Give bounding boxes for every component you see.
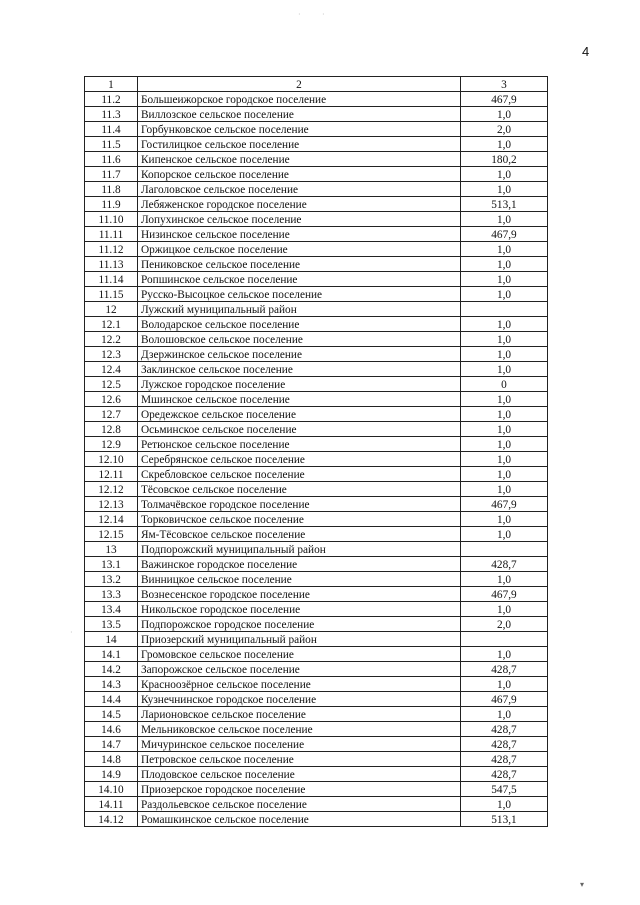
table-row (85, 587, 548, 602)
row-number: 14.1 (85, 647, 138, 662)
table-row (85, 812, 548, 827)
row-number: 12.8 (85, 422, 138, 437)
settlement-name: Ям-Тёсовское сельское поселение (138, 527, 461, 542)
settlement-name: Никольское городское поселение (138, 602, 461, 617)
row-number: 13.4 (85, 602, 138, 617)
settlement-value: 1,0 (461, 392, 548, 407)
row-number: 14.7 (85, 737, 138, 752)
row-number: 12.5 (85, 377, 138, 392)
table-row (85, 182, 548, 197)
table-row (85, 617, 548, 632)
settlement-name: Приозерский муниципальный район (138, 632, 461, 647)
settlement-value: 1,0 (461, 527, 548, 542)
table-row (85, 407, 548, 422)
row-number: 13.5 (85, 617, 138, 632)
settlement-name: Заклинское сельское поселение (138, 362, 461, 377)
settlement-name: Гостилицкое сельское поселение (138, 137, 461, 152)
table-row (85, 317, 548, 332)
settlement-name: Толмачёвское городское поселение (138, 497, 461, 512)
row-number: 11.6 (85, 152, 138, 167)
table-row (85, 272, 548, 287)
table-row (85, 257, 548, 272)
settlement-value: 1,0 (461, 107, 548, 122)
table-row (85, 632, 548, 647)
settlement-name: Скребловское сельское поселение (138, 467, 461, 482)
table-row (85, 602, 548, 617)
settlement-name: Ропшинское сельское поселение (138, 272, 461, 287)
settlement-value: 1,0 (461, 182, 548, 197)
settlement-name: Лаголовское сельское поселение (138, 182, 461, 197)
settlement-name: Торковичское сельское поселение (138, 512, 461, 527)
row-number: 14.2 (85, 662, 138, 677)
settlement-name: Ромашкинское сельское поселение (138, 812, 461, 827)
settlement-name: Кузнечнинское городское поселение (138, 692, 461, 707)
row-number: 14.4 (85, 692, 138, 707)
settlement-value: 428,7 (461, 557, 548, 572)
table-row (85, 692, 548, 707)
row-number: 11.7 (85, 167, 138, 182)
settlement-value: 2,0 (461, 617, 548, 632)
row-number: 11.15 (85, 287, 138, 302)
row-number: 11.12 (85, 242, 138, 257)
settlement-name: Володарское сельское поселение (138, 317, 461, 332)
settlement-name: Мшинское сельское поселение (138, 392, 461, 407)
header-col-2: 2 (138, 77, 461, 92)
table-row (85, 572, 548, 587)
table-row (85, 377, 548, 392)
row-number: 13.3 (85, 587, 138, 602)
settlement-value: 2,0 (461, 122, 548, 137)
row-number: 11.9 (85, 197, 138, 212)
row-number: 12.14 (85, 512, 138, 527)
table-row (85, 152, 548, 167)
settlement-value: 467,9 (461, 692, 548, 707)
row-number: 11.10 (85, 212, 138, 227)
settlement-name: Лопухинское сельское поселение (138, 212, 461, 227)
row-number: 14 (85, 632, 138, 647)
table-row (85, 497, 548, 512)
settlement-name: Раздольевское сельское поселение (138, 797, 461, 812)
settlement-value: 1,0 (461, 602, 548, 617)
table-row (85, 782, 548, 797)
settlement-name: Копорское сельское поселение (138, 167, 461, 182)
settlement-value: 1,0 (461, 347, 548, 362)
settlement-value (461, 542, 548, 557)
row-number: 12.11 (85, 467, 138, 482)
settlement-value: 1,0 (461, 452, 548, 467)
settlement-name: Лебяженское городское поселение (138, 197, 461, 212)
settlement-value: 1,0 (461, 572, 548, 587)
settlement-name: Волошовское сельское поселение (138, 332, 461, 347)
row-number: 13.1 (85, 557, 138, 572)
settlement-value: 1,0 (461, 512, 548, 527)
table-row (85, 482, 548, 497)
row-number: 12.13 (85, 497, 138, 512)
table-row (85, 707, 548, 722)
table-row (85, 302, 548, 317)
settlement-value: 467,9 (461, 587, 548, 602)
row-number: 12.6 (85, 392, 138, 407)
settlement-name: Запорожское сельское поселение (138, 662, 461, 677)
settlement-name: Ларионовское сельское поселение (138, 707, 461, 722)
settlement-value: 1,0 (461, 467, 548, 482)
table-row (85, 137, 548, 152)
row-number: 13 (85, 542, 138, 557)
settlement-value: 467,9 (461, 92, 548, 107)
settlement-value: 1,0 (461, 317, 548, 332)
settlement-value: 467,9 (461, 227, 548, 242)
settlement-value: 467,9 (461, 497, 548, 512)
row-number: 12.7 (85, 407, 138, 422)
settlement-value: 1,0 (461, 677, 548, 692)
table-row (85, 437, 548, 452)
settlement-name: Осьминское сельское поселение (138, 422, 461, 437)
row-number: 14.3 (85, 677, 138, 692)
row-number: 14.8 (85, 752, 138, 767)
row-number: 13.2 (85, 572, 138, 587)
settlement-name: Виллозское сельское поселение (138, 107, 461, 122)
settlement-name: Громовское сельское поселение (138, 647, 461, 662)
header-col-3: 3 (461, 77, 548, 92)
table-row (85, 197, 548, 212)
settlement-value: 1,0 (461, 482, 548, 497)
row-number: 14.6 (85, 722, 138, 737)
table-row (85, 767, 548, 782)
table-row (85, 752, 548, 767)
settlement-name: Красноозёрное сельское поселение (138, 677, 461, 692)
settlement-value: 547,5 (461, 782, 548, 797)
settlement-value: 1,0 (461, 257, 548, 272)
row-number: 11.14 (85, 272, 138, 287)
row-number: 14.11 (85, 797, 138, 812)
settlement-value: 0 (461, 377, 548, 392)
row-number: 12.1 (85, 317, 138, 332)
settlement-value: 428,7 (461, 767, 548, 782)
settlement-value: 1,0 (461, 422, 548, 437)
table-row (85, 242, 548, 257)
table-row (85, 167, 548, 182)
page-number: 4 (582, 44, 590, 59)
settlement-value: 1,0 (461, 167, 548, 182)
settlement-name: Тёсовское сельское поселение (138, 482, 461, 497)
settlement-name: Плодовское сельское поселение (138, 767, 461, 782)
table-row (85, 557, 548, 572)
settlement-value (461, 632, 548, 647)
settlement-name: Русско-Высоцкое сельское поселение (138, 287, 461, 302)
table-row (85, 722, 548, 737)
settlement-name: Петровское сельское поселение (138, 752, 461, 767)
table-row (85, 92, 548, 107)
settlement-value: 428,7 (461, 752, 548, 767)
settlement-value: 428,7 (461, 737, 548, 752)
settlement-name: Мичуринское сельское поселение (138, 737, 461, 752)
settlement-value: 1,0 (461, 212, 548, 227)
row-number: 12.12 (85, 482, 138, 497)
table-row (85, 647, 548, 662)
row-number: 14.9 (85, 767, 138, 782)
settlement-value: 180,2 (461, 152, 548, 167)
table-row (85, 287, 548, 302)
row-number: 14.12 (85, 812, 138, 827)
table-row (85, 512, 548, 527)
table-row (85, 677, 548, 692)
settlement-value: 1,0 (461, 407, 548, 422)
row-number: 14.5 (85, 707, 138, 722)
settlement-value: 1,0 (461, 287, 548, 302)
settlement-value (461, 302, 548, 317)
settlement-name: Лужское городское поселение (138, 377, 461, 392)
settlement-value: 1,0 (461, 707, 548, 722)
row-number: 11.11 (85, 227, 138, 242)
table-row (85, 737, 548, 752)
table-row (85, 422, 548, 437)
row-number: 11.2 (85, 92, 138, 107)
row-number: 12.9 (85, 437, 138, 452)
settlement-value: 513,1 (461, 197, 548, 212)
settlement-value: 428,7 (461, 722, 548, 737)
row-number: 12 (85, 302, 138, 317)
settlement-value: 1,0 (461, 437, 548, 452)
settlement-name: Горбунковское сельское поселение (138, 122, 461, 137)
settlement-value: 1,0 (461, 272, 548, 287)
table-row (85, 107, 548, 122)
settlement-value: 1,0 (461, 137, 548, 152)
settlement-name: Вознесенское городское поселение (138, 587, 461, 602)
settlement-value: 1,0 (461, 242, 548, 257)
row-number: 12.3 (85, 347, 138, 362)
row-number: 12.4 (85, 362, 138, 377)
settlement-name: Большеижорское городское поселение (138, 92, 461, 107)
table-row (85, 227, 548, 242)
settlement-name: Пениковское сельское поселение (138, 257, 461, 272)
row-number: 12.15 (85, 527, 138, 542)
row-number: 12.2 (85, 332, 138, 347)
table-row (85, 392, 548, 407)
settlement-name: Оредежское сельское поселение (138, 407, 461, 422)
table-row (85, 122, 548, 137)
table-row (85, 542, 548, 557)
settlement-name: Мельниковское сельское поселение (138, 722, 461, 737)
row-number: 12.10 (85, 452, 138, 467)
settlement-name: Дзержинское сельское поселение (138, 347, 461, 362)
table-row (85, 452, 548, 467)
table-row (85, 797, 548, 812)
settlement-value: 513,1 (461, 812, 548, 827)
row-number: 11.13 (85, 257, 138, 272)
header-col-1: 1 (85, 77, 138, 92)
row-number: 11.8 (85, 182, 138, 197)
settlement-value: 1,0 (461, 797, 548, 812)
settlement-name: Подпорожское городское поселение (138, 617, 461, 632)
settlement-name: Ретюнское сельское поселение (138, 437, 461, 452)
settlement-name: Приозерское городское поселение (138, 782, 461, 797)
settlement-name: Подпорожский муниципальный район (138, 542, 461, 557)
settlement-value: 428,7 (461, 662, 548, 677)
table-row (85, 362, 548, 377)
settlement-name: Серебрянское сельское поселение (138, 452, 461, 467)
table-row (85, 662, 548, 677)
settlements-table (84, 76, 548, 827)
table-row (85, 527, 548, 542)
settlement-value: 1,0 (461, 362, 548, 377)
table-row (85, 212, 548, 227)
settlement-name: Важинское городское поселение (138, 557, 461, 572)
settlement-value: 1,0 (461, 647, 548, 662)
row-number: 11.3 (85, 107, 138, 122)
row-number: 11.4 (85, 122, 138, 137)
settlement-name: Лужский муниципальный район (138, 302, 461, 317)
row-number: 11.5 (85, 137, 138, 152)
table-row (85, 467, 548, 482)
settlement-name: Винницкое сельское поселение (138, 572, 461, 587)
table-row (85, 332, 548, 347)
header-row (85, 77, 548, 92)
row-number: 14.10 (85, 782, 138, 797)
settlement-name: Низинское сельское поселение (138, 227, 461, 242)
table-row (85, 347, 548, 362)
settlement-name: Кипенское сельское поселение (138, 152, 461, 167)
settlement-name: Оржицкое сельское поселение (138, 242, 461, 257)
settlement-value: 1,0 (461, 332, 548, 347)
